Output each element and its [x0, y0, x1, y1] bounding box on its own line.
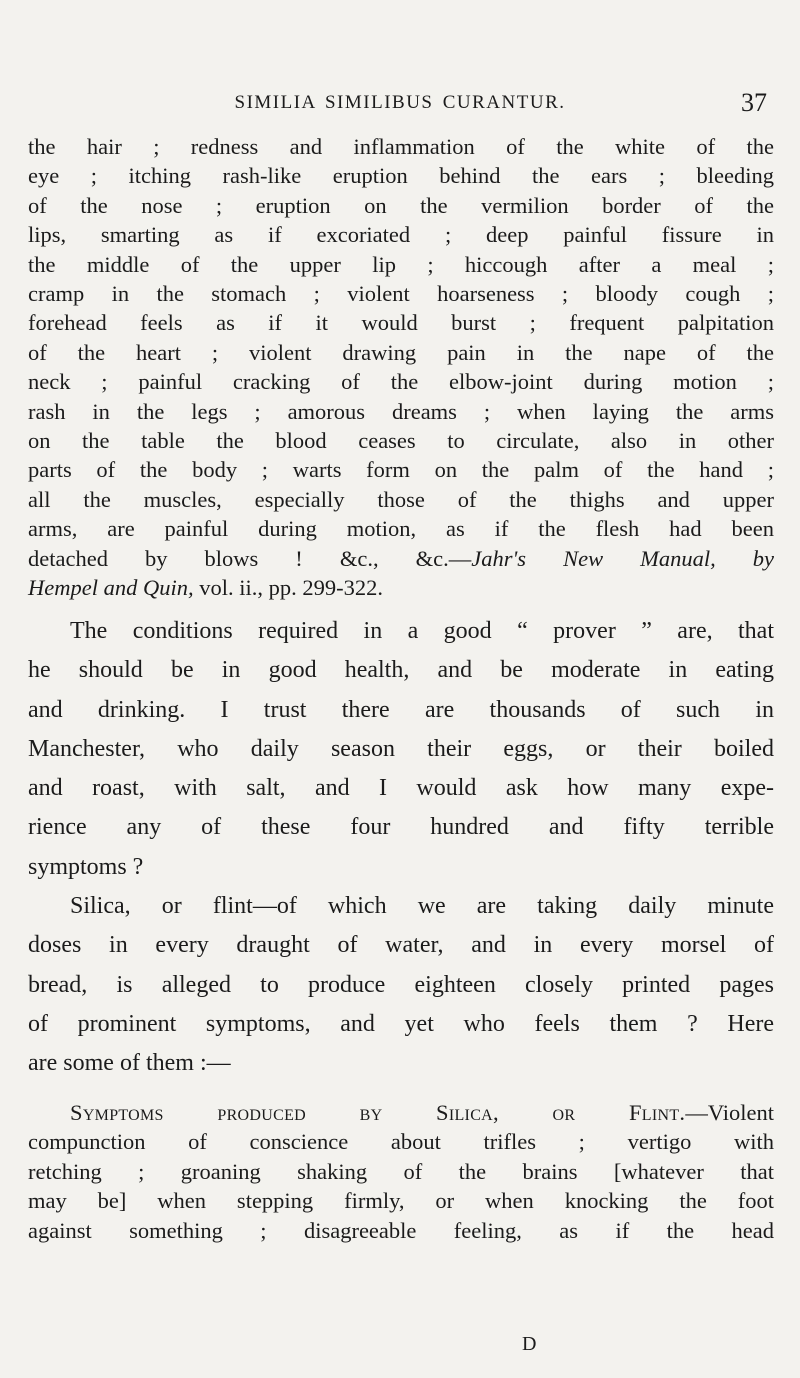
text-line: of the heart ; violent drawing pain in the nape of the — [28, 339, 774, 365]
text-line: of prominent symptoms, and yet who feels them ? Here — [28, 1010, 774, 1037]
text-line: retching ; groaning shaking of the brains [whatever that — [28, 1158, 774, 1184]
citation-authors: Hempel and Quin, — [28, 575, 194, 601]
citation-title: Jahr's New Manual, by — [471, 545, 775, 571]
prover-paragraph — [28, 612, 774, 887]
text-line: of the nose ; eruption on the vermilion border of the — [28, 192, 774, 218]
quoted-symptoms-paragraph — [28, 132, 774, 603]
running-title: SIMILIA SIMILIBUS CURANTUR. — [234, 92, 566, 113]
text-line: may be] when stepping firmly, or when knocking the foot — [28, 1188, 774, 1214]
text-line: the hair ; redness and inflammation of the white of the — [28, 134, 774, 159]
text-line — [28, 544, 774, 573]
text-line: forehead feels as if it would burst ; frequent palpitation — [28, 310, 774, 336]
text-line: Manchester, who daily season their eggs, or their boiled — [28, 735, 774, 762]
text-line: compunction of conscience about trifles ; vertigo with — [28, 1129, 774, 1155]
text-line: symptoms ? — [28, 853, 144, 880]
text-line: doses in every draught of water, and in every morsel of — [28, 932, 774, 959]
page-number: 37 — [741, 88, 767, 117]
text-segment: detached by blows ! &c., &c.— — [28, 545, 472, 571]
text-line: are some of them :— — [28, 1050, 231, 1077]
text-line: parts of the body ; warts form on the palm of the hand ; — [28, 457, 774, 483]
text-line: cramp in the stomach ; violent hoarseness ; bloody cough ; — [28, 281, 774, 307]
text-line — [28, 573, 774, 602]
citation-pages: vol. ii., pp. 299-322. — [193, 575, 383, 601]
text-line: arms, are painful during motion, as if the flesh had been — [28, 516, 774, 542]
text-line: rience any of these four hundred and fifty terrible — [28, 814, 774, 841]
text-segment: —Violent — [685, 1100, 774, 1125]
text-line: on the table the blood ceases to circulate, also in other — [28, 428, 774, 454]
text-line: bread, is alleged to produce eighteen closely printed pages — [28, 971, 774, 998]
silica-paragraph — [28, 887, 774, 1083]
running-head — [0, 88, 800, 122]
text-line: the middle of the upper lip ; hiccough after a meal ; — [28, 251, 774, 277]
text-line: The conditions required in a good “ prover ” are, that — [70, 618, 774, 644]
text-line: he should be in good health, and be moderate in eating — [28, 657, 774, 684]
text-line — [28, 1098, 774, 1127]
text-line: eye ; itching rash-like eruption behind the ears ; bleeding — [28, 163, 774, 189]
text-line: Silica, or flint—of which we are taking daily minute — [70, 893, 774, 919]
section-heading: Symptoms produced by Silica, or Flint. — [70, 1100, 686, 1125]
text-line: and drinking. I trust there are thousands of such in — [28, 696, 774, 723]
signature-mark: D — [522, 1333, 537, 1355]
text-line: lips, smarting as if excoriated ; deep painful fissure in — [28, 222, 774, 248]
text-line: neck ; painful cracking of the elbow-joint during motion ; — [28, 369, 774, 395]
text-line: all the muscles, especially those of the thighs and upper — [28, 486, 774, 512]
text-line: rash in the legs ; amorous dreams ; when laying the arms — [28, 398, 774, 424]
text-line: against something ; disagreeable feeling, as if the head — [28, 1217, 774, 1243]
text-line: and roast, with salt, and I would ask how many expe- — [28, 775, 774, 802]
silica-symptoms-paragraph — [28, 1098, 774, 1245]
